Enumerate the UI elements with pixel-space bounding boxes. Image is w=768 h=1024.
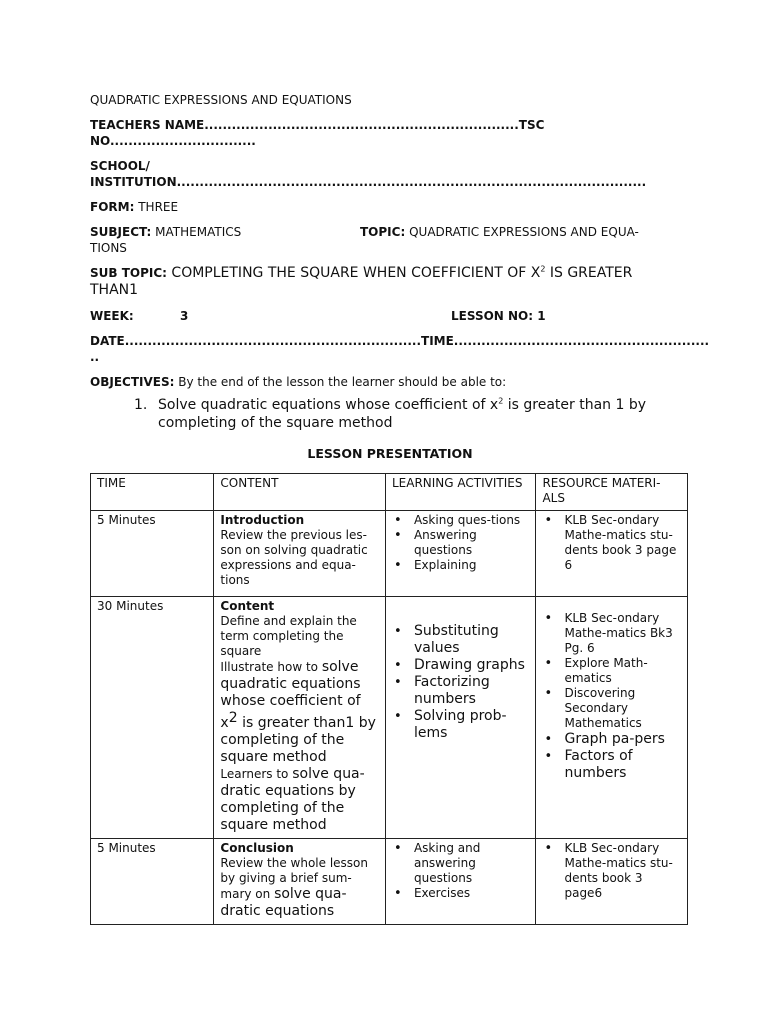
row-content [214, 839, 386, 925]
school-label: SCHOOL/ [90, 159, 150, 173]
resource-item: • KLB Sec-ondary Mathe-matics stu-dents book 3 page6 [564, 841, 681, 901]
objectives-list [134, 396, 690, 432]
week-label: WEEK: [90, 309, 134, 323]
table-row [91, 839, 688, 925]
table-header-row [91, 474, 688, 511]
document-title: QUADRATIC EXPRESSIONS AND EQUATIONS [90, 93, 352, 107]
row-time: 30 Minutes [91, 597, 214, 839]
objective-text: Solve quadratic equations whose coefficient of x [158, 397, 499, 413]
content-text: Review the whole lesson by giving a brief sum-mary on solve qua-dratic equations [220, 856, 369, 919]
resource-item: • KLB Sec-ondary Mathe-matics stu-dents book 3 page 6 [564, 513, 681, 573]
row-resources [536, 597, 688, 839]
date-time-continuation: .. [90, 350, 100, 364]
header-learning-activities: LEARNING ACTIVITIES [385, 474, 536, 511]
week-lesson-field [90, 308, 690, 324]
header-resource-line1: RESOURCE MATERI- [542, 476, 661, 490]
subject-value: MATHEMATICS [155, 225, 242, 239]
lesson-presentation-table [90, 473, 688, 925]
resource-item: • Graph pa-pers [564, 731, 681, 748]
subject-field [90, 224, 360, 240]
header-resource-materials [536, 474, 688, 511]
content-heading: Introduction [220, 513, 305, 527]
subtopic-superscript: 2 [540, 264, 546, 274]
form-value: THREE [138, 200, 179, 214]
resource-item: • KLB Sec-ondary Mathe-matics Bk3 Pg. 6 [564, 611, 681, 656]
content-heading: Conclusion [220, 841, 294, 855]
row-activities [385, 839, 536, 925]
row-content [214, 597, 386, 839]
objective-superscript: 2 [498, 396, 504, 406]
header-content: CONTENT [214, 474, 386, 511]
row-resources [536, 839, 688, 925]
objective-text-end: is greater than 1 by [503, 397, 647, 413]
content-text: Review the previous les-son on solving quadratic expressions and equa-tions [220, 528, 368, 587]
activity-item: • Substituting values [414, 623, 530, 657]
date-time-line: DATE.................................................................TIME........................................................ [90, 334, 710, 348]
objectives-field [90, 374, 690, 390]
activity-item: • Asking ques-tions [414, 513, 530, 528]
content-heading: Content [220, 599, 275, 613]
subject-topic-field [90, 224, 690, 256]
objectives-intro: By the end of the lesson the learner should be able to: [178, 375, 507, 389]
resource-item: • Explore Math-ematics [564, 656, 681, 686]
activity-item: • Asking and answering questions [414, 841, 530, 886]
row-content [214, 511, 386, 597]
activity-item: • Exercises [414, 886, 530, 901]
activity-item: • Answering questions [414, 528, 530, 558]
activity-item: • Factorizing numbers [414, 674, 530, 708]
content-text: Define and explain the term completing the square [220, 614, 357, 658]
form-field [90, 199, 690, 215]
subtopic-value-end: IS GREATER [545, 265, 633, 281]
subtopic-field [90, 265, 690, 299]
topic-value: QUADRATIC EXPRESSIONS AND EQUA- [409, 225, 639, 239]
activity-item: • Drawing graphs [414, 657, 530, 674]
content-text: Learners to solve qua-dratic equations by completing of the square method [220, 766, 365, 833]
week-value: 3 [180, 309, 189, 323]
school-field [90, 158, 690, 190]
header-time: TIME [91, 474, 214, 511]
subtopic-value: COMPLETING THE SQUARE WHEN COEFFICIENT OF X [171, 265, 541, 281]
table-row [91, 597, 688, 839]
subtopic-label: SUB TOPIC: [90, 266, 167, 280]
teacher-name-line: TEACHERS NAME.....................................................................TSC [90, 118, 545, 132]
resource-item: • Discovering Secondary Mathematics [564, 686, 681, 731]
institution-line: INSTITUTION....................................................................................................... [90, 175, 647, 189]
objective-text-continuation: completing of the square method [158, 415, 393, 431]
teacher-name-field [90, 117, 690, 149]
lesson-plan-document [90, 92, 710, 925]
resource-item: • Factors of numbers [564, 748, 681, 782]
objective-number: 1. [134, 397, 148, 413]
activity-item: • Solving prob-lems [414, 708, 530, 742]
date-time-field [90, 333, 710, 365]
subject-label: SUBJECT: [90, 225, 152, 239]
tsc-number-line: NO................................ [90, 134, 256, 148]
row-resources [536, 511, 688, 597]
topic-field [360, 224, 639, 240]
row-activities [385, 511, 536, 597]
lesson-number: LESSON NO: 1 [451, 309, 546, 323]
row-time: 5 Minutes [91, 839, 214, 925]
objectives-label: OBJECTIVES: [90, 375, 175, 389]
presentation-title: LESSON PRESENTATION [307, 446, 473, 461]
subtopic-continuation: THAN1 [90, 282, 139, 298]
content-text: Illustrate how to solve quadratic equations whose coefficient of $x^2$ is greater than1 by completing of the square method [220, 659, 376, 765]
objective-item [134, 396, 690, 432]
form-label: FORM: [90, 200, 135, 214]
row-time: 5 Minutes [91, 511, 214, 597]
header-resource-line2: ALS [542, 491, 565, 505]
table-row [91, 511, 688, 597]
topic-label: TOPIC: [360, 225, 406, 239]
topic-value-continuation: TIONS [90, 241, 127, 255]
row-activities [385, 597, 536, 839]
activity-item: • Explaining [414, 558, 530, 573]
